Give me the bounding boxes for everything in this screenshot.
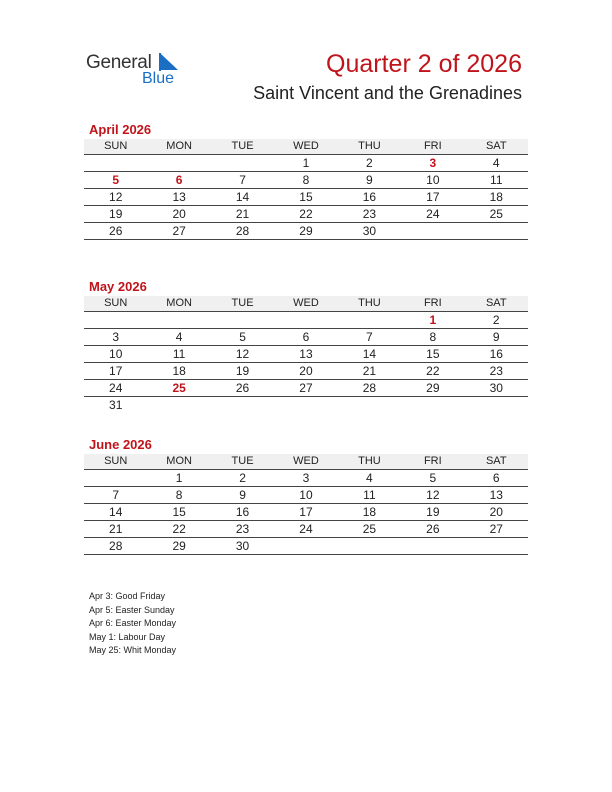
holiday-note: May 25: Whit Monday: [89, 645, 177, 655]
day-cell: 11: [465, 172, 528, 189]
day-cell: [84, 155, 147, 172]
holiday-notes: [89, 590, 176, 658]
day-cell: 12: [401, 487, 464, 504]
day-cell: 28: [338, 380, 401, 397]
day-cell: 5: [84, 172, 147, 189]
day-cell: [274, 538, 337, 555]
day-cell: 23: [338, 206, 401, 223]
day-cell: 29: [274, 223, 337, 240]
day-cell: [274, 397, 337, 414]
month-title: April 2026: [89, 122, 152, 137]
day-cell: 11: [147, 346, 210, 363]
day-cell: 13: [465, 487, 528, 504]
week-row: [84, 504, 528, 521]
day-cell: 22: [401, 363, 464, 380]
day-cell: 9: [465, 329, 528, 346]
month-april: [84, 121, 528, 240]
weekday-header: FRI: [401, 296, 464, 312]
day-cell: [338, 397, 401, 414]
weekday-header: TUE: [211, 454, 274, 470]
day-cell: 25: [465, 206, 528, 223]
week-row: [84, 223, 528, 240]
day-cell: [211, 155, 274, 172]
holiday-note: May 1: Labour Day: [89, 631, 166, 642]
day-cell: 10: [401, 172, 464, 189]
day-cell: 16: [465, 346, 528, 363]
day-cell: 10: [274, 487, 337, 504]
day-cell: 21: [338, 363, 401, 380]
week-row: [84, 155, 528, 172]
day-cell: [211, 397, 274, 414]
weekday-header: TUE: [211, 296, 274, 312]
day-cell: 15: [401, 346, 464, 363]
calendar-grid: [84, 139, 528, 240]
day-cell: 20: [465, 504, 528, 521]
page-subtitle: Saint Vincent and the Grenadines: [253, 83, 522, 103]
day-cell: 11: [338, 487, 401, 504]
day-cell: 30: [465, 380, 528, 397]
day-cell: 20: [147, 206, 210, 223]
day-cell: 27: [274, 380, 337, 397]
day-cell: 19: [401, 504, 464, 521]
day-cell: 3: [401, 155, 464, 172]
day-cell: 4: [147, 329, 210, 346]
week-row: [84, 206, 528, 223]
day-cell: 8: [147, 487, 210, 504]
weekday-header: SUN: [84, 139, 147, 155]
day-cell: 14: [211, 189, 274, 206]
day-cell: 9: [338, 172, 401, 189]
week-row: [84, 487, 528, 504]
day-cell: 6: [147, 172, 210, 189]
calendar-grid: [84, 454, 528, 555]
day-cell: [147, 397, 210, 414]
week-row: [84, 538, 528, 555]
holiday-note: Apr 5: Easter Sunday: [89, 604, 175, 615]
day-cell: 1: [401, 312, 464, 329]
weekday-header: THU: [338, 454, 401, 470]
weekday-header: MON: [147, 454, 210, 470]
day-cell: [84, 312, 147, 329]
day-cell: [465, 538, 528, 555]
day-cell: 18: [465, 189, 528, 206]
week-row: [84, 312, 528, 329]
day-cell: 1: [274, 155, 337, 172]
day-cell: 2: [465, 312, 528, 329]
day-cell: 27: [465, 521, 528, 538]
week-row: [84, 329, 528, 346]
logo-general-text: General: [86, 52, 152, 73]
day-cell: 3: [274, 470, 337, 487]
day-cell: 4: [465, 155, 528, 172]
weekday-header: FRI: [401, 139, 464, 155]
day-cell: [84, 470, 147, 487]
week-row: [84, 189, 528, 206]
weekday-header: SAT: [465, 139, 528, 155]
month-june: [84, 436, 528, 555]
day-cell: 28: [84, 538, 147, 555]
weekday-header: TUE: [211, 139, 274, 155]
weekday-header: SUN: [84, 296, 147, 312]
day-cell: 19: [211, 363, 274, 380]
day-cell: 22: [274, 206, 337, 223]
week-row: [84, 397, 528, 414]
weekday-header: SAT: [465, 454, 528, 470]
day-cell: 6: [465, 470, 528, 487]
week-row: [84, 380, 528, 397]
day-cell: 17: [274, 504, 337, 521]
day-cell: 31: [109, 398, 123, 412]
day-cell: [401, 397, 464, 414]
day-cell: 24: [401, 206, 464, 223]
weekday-header: THU: [338, 139, 401, 155]
day-cell: 18: [338, 504, 401, 521]
generalblue-logo: [86, 50, 196, 90]
day-cell: 15: [147, 504, 210, 521]
logo-blue-text: Blue: [142, 70, 175, 87]
day-cell: 27: [147, 223, 210, 240]
week-row: [84, 172, 528, 189]
page-title: Quarter 2 of 2026: [326, 50, 522, 78]
day-cell: [338, 538, 401, 555]
weekday-header: WED: [274, 454, 337, 470]
weekday-header: FRI: [401, 454, 464, 470]
day-cell: 29: [401, 380, 464, 397]
calendar-grid: [84, 296, 528, 413]
day-cell: 17: [401, 189, 464, 206]
day-cell: 26: [84, 223, 147, 240]
day-cell: 5: [401, 470, 464, 487]
day-cell: 17: [84, 363, 147, 380]
day-cell: 29: [147, 538, 210, 555]
day-cell: 7: [338, 329, 401, 346]
day-cell: 23: [211, 521, 274, 538]
day-cell: 16: [211, 504, 274, 521]
day-cell: 18: [147, 363, 210, 380]
day-cell: 10: [84, 346, 147, 363]
day-cell: 30: [338, 223, 401, 240]
day-cell: 7: [211, 172, 274, 189]
week-row: [84, 363, 528, 380]
day-cell: 19: [84, 206, 147, 223]
day-cell: 4: [338, 470, 401, 487]
day-cell: [401, 223, 464, 240]
day-cell: 8: [274, 172, 337, 189]
day-cell: 23: [465, 363, 528, 380]
day-cell: 21: [84, 521, 147, 538]
weekday-header: SUN: [84, 454, 147, 470]
day-cell: 25: [147, 380, 210, 397]
day-cell: [465, 223, 528, 240]
weekday-header: WED: [274, 296, 337, 312]
day-cell: [147, 312, 210, 329]
day-cell: 14: [84, 504, 147, 521]
weekday-header: SAT: [465, 296, 528, 312]
day-cell: 25: [338, 521, 401, 538]
day-cell: [465, 397, 528, 414]
weekday-header: THU: [338, 296, 401, 312]
logo-flag-icon: [159, 53, 179, 71]
day-cell: 13: [274, 346, 337, 363]
weekday-header: MON: [147, 139, 210, 155]
day-cell: 28: [211, 223, 274, 240]
day-cell: 12: [211, 346, 274, 363]
day-cell: [338, 312, 401, 329]
day-cell: [401, 538, 464, 555]
day-cell: 13: [147, 189, 210, 206]
day-cell: 6: [274, 329, 337, 346]
day-cell: 26: [211, 380, 274, 397]
week-row: [84, 470, 528, 487]
day-cell: 30: [211, 538, 274, 555]
day-cell: 22: [147, 521, 210, 538]
day-cell: 26: [401, 521, 464, 538]
month-may: [84, 278, 528, 413]
day-cell: 2: [211, 470, 274, 487]
day-cell: 24: [84, 380, 147, 397]
day-cell: 5: [211, 329, 274, 346]
day-cell: [147, 155, 210, 172]
weekday-header: MON: [147, 296, 210, 312]
day-cell: 1: [147, 470, 210, 487]
day-cell: 8: [401, 329, 464, 346]
weekday-header: WED: [274, 139, 337, 155]
week-row: [84, 346, 528, 363]
month-title: June 2026: [89, 437, 152, 452]
day-cell: [211, 312, 274, 329]
day-cell: 3: [84, 329, 147, 346]
day-cell: 24: [274, 521, 337, 538]
day-cell: 16: [338, 189, 401, 206]
day-cell: [274, 312, 337, 329]
week-row: [84, 521, 528, 538]
day-cell: 12: [84, 189, 147, 206]
holiday-note: Apr 6: Easter Monday: [89, 618, 177, 628]
day-cell: 9: [211, 487, 274, 504]
day-cell: 14: [338, 346, 401, 363]
day-cell: 15: [274, 189, 337, 206]
day-cell: 7: [84, 487, 147, 504]
month-title: May 2026: [89, 279, 147, 294]
day-cell: 21: [211, 206, 274, 223]
holiday-note: Apr 3: Good Friday: [89, 591, 166, 601]
day-cell: 20: [274, 363, 337, 380]
day-cell: 2: [338, 155, 401, 172]
